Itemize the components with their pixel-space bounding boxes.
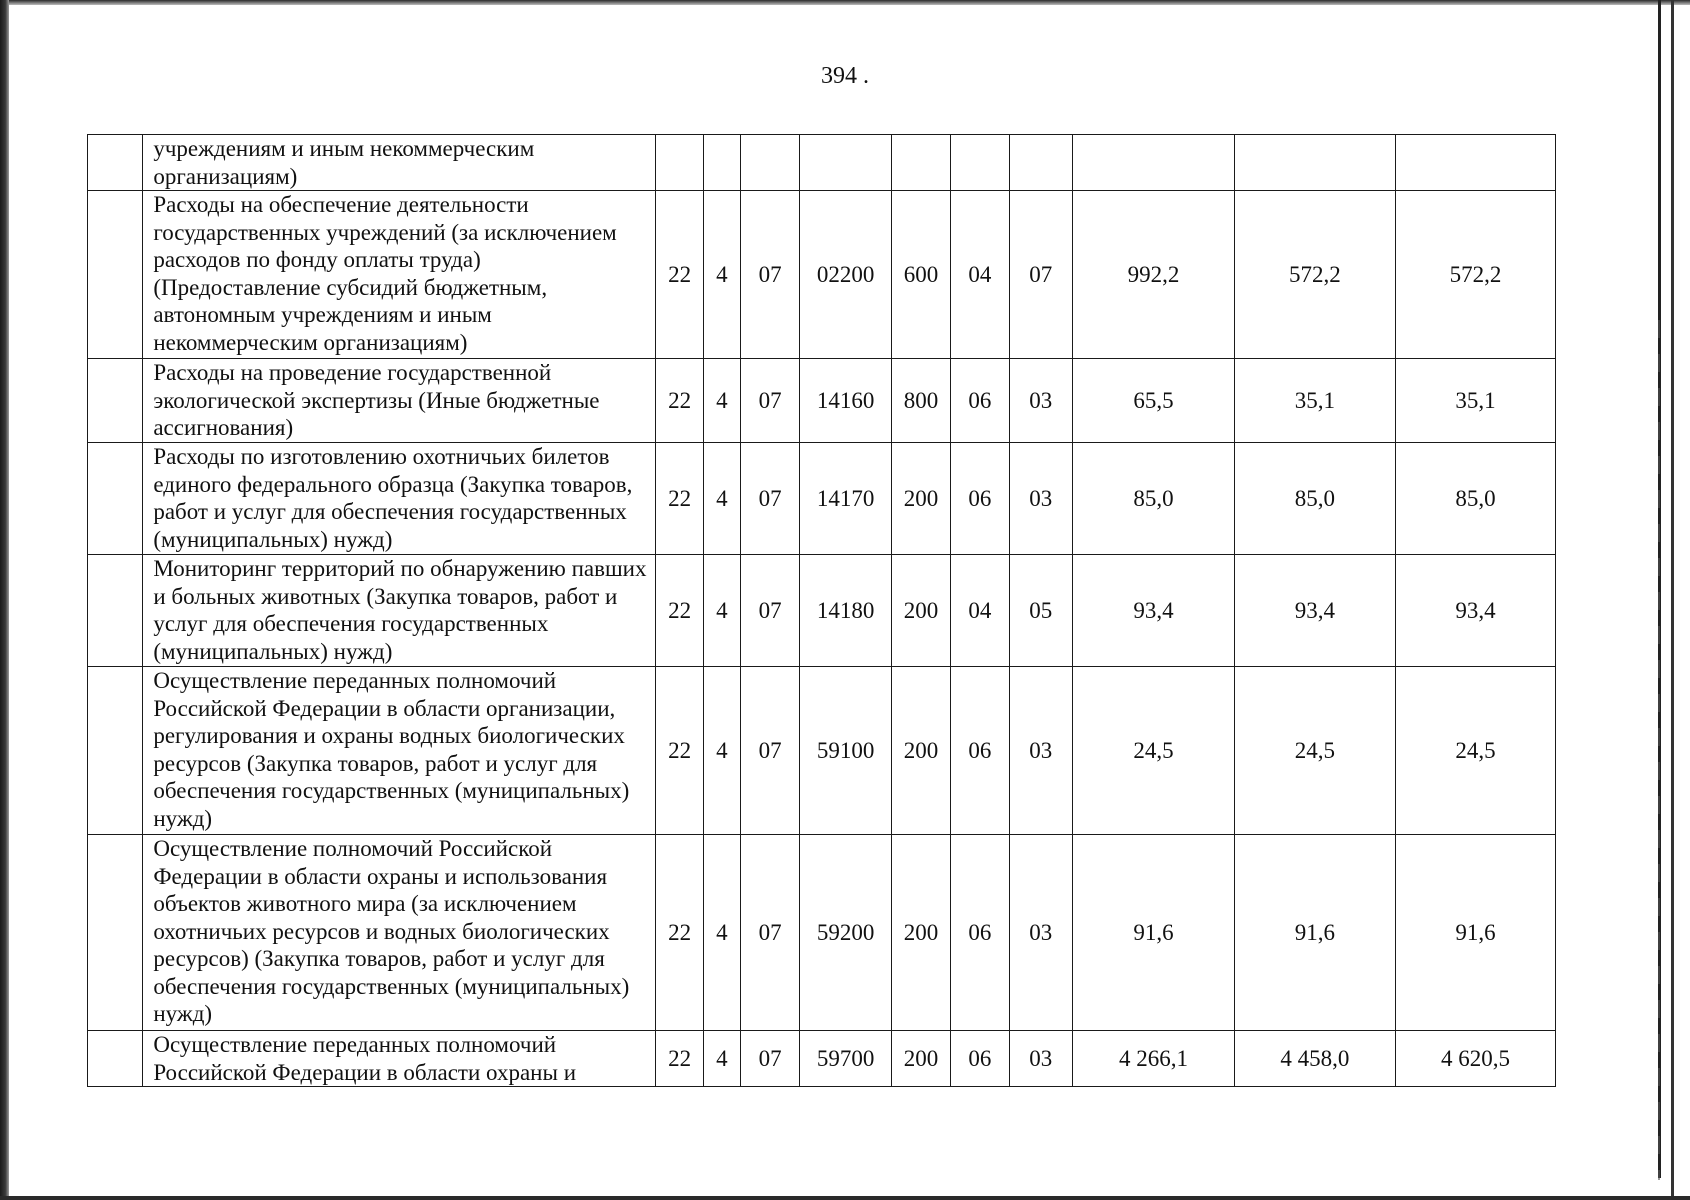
cell-rz: 04 [951, 191, 1009, 359]
cell-pr [1009, 135, 1072, 191]
cell-csr [800, 135, 892, 191]
table-row [88, 443, 1556, 555]
cell-sum3: 91,6 [1395, 835, 1555, 1031]
cell-rz: 06 [951, 443, 1009, 555]
cell-rz: 06 [951, 359, 1009, 443]
budget-table-body [88, 135, 1556, 1087]
scan-right-edge-outer [1671, 0, 1674, 1200]
cell-razdel: 4 [703, 443, 740, 555]
cell-sum2: 91,6 [1234, 835, 1395, 1031]
row-marker-cell [88, 835, 143, 1031]
table-row [88, 359, 1556, 443]
cell-rz: 04 [951, 555, 1009, 667]
cell-sum3: 24,5 [1395, 667, 1555, 835]
row-marker-cell [88, 135, 143, 191]
scan-left-edge [0, 0, 9, 1200]
cell-glava: 07 [740, 191, 799, 359]
cell-vr: 200 [891, 1031, 950, 1087]
cell-sum1: 93,4 [1072, 555, 1234, 667]
cell-ved: 22 [656, 443, 703, 555]
cell-vr: 200 [891, 555, 950, 667]
cell-vr: 800 [891, 359, 950, 443]
cell-csr: 02200 [800, 191, 892, 359]
cell-vr [891, 135, 950, 191]
cell-glava: 07 [740, 443, 799, 555]
cell-vr: 200 [891, 667, 950, 835]
cell-csr: 14160 [800, 359, 892, 443]
cell-csr: 59700 [800, 1031, 892, 1087]
cell-ved: 22 [656, 555, 703, 667]
cell-sum1: 65,5 [1072, 359, 1234, 443]
cell-rz: 06 [951, 667, 1009, 835]
cell-sum3: 4 620,5 [1395, 1031, 1555, 1087]
table-row [88, 1031, 1556, 1087]
cell-sum1: 4 266,1 [1072, 1031, 1234, 1087]
scan-top-edge [0, 0, 1690, 5]
row-marker-cell [88, 555, 143, 667]
cell-csr: 59200 [800, 835, 892, 1031]
expense-name-cell: Осуществление переданных полномочий Российской Федерации в области организации, регулирования и охраны водных биологических ресурсов (Закупка товаров, работ и услуг для обеспечения государственных (муниципальных) нужд) [143, 667, 656, 835]
row-marker-cell [88, 1031, 143, 1087]
cell-glava: 07 [740, 359, 799, 443]
table-row [88, 835, 1556, 1031]
cell-razdel: 4 [703, 359, 740, 443]
cell-pr: 07 [1009, 191, 1072, 359]
cell-sum1: 85,0 [1072, 443, 1234, 555]
expense-name-cell: Мониторинг территорий по обнаружению павших и больных животных (Закупка товаров, работ и услуг для обеспечения государственных (муниципальных) нужд) [143, 555, 656, 667]
budget-table [87, 134, 1556, 1087]
cell-razdel: 4 [703, 555, 740, 667]
row-marker-cell [88, 667, 143, 835]
table-row [88, 555, 1556, 667]
cell-razdel [703, 135, 740, 191]
cell-ved: 22 [656, 1031, 703, 1087]
cell-vr: 600 [891, 191, 950, 359]
cell-glava [740, 135, 799, 191]
cell-glava: 07 [740, 667, 799, 835]
cell-rz: 06 [951, 1031, 1009, 1087]
table-row [88, 191, 1556, 359]
cell-pr: 03 [1009, 835, 1072, 1031]
cell-sum2: 4 458,0 [1234, 1031, 1395, 1087]
expense-name-cell: Расходы на проведение государственной экологической экспертизы (Иные бюджетные ассигнования) [143, 359, 656, 443]
cell-sum1: 91,6 [1072, 835, 1234, 1031]
cell-ved [656, 135, 703, 191]
cell-rz [951, 135, 1009, 191]
cell-glava: 07 [740, 835, 799, 1031]
cell-sum1: 24,5 [1072, 667, 1234, 835]
cell-pr: 05 [1009, 555, 1072, 667]
cell-sum1: 992,2 [1072, 191, 1234, 359]
cell-pr: 03 [1009, 1031, 1072, 1087]
cell-sum2: 572,2 [1234, 191, 1395, 359]
table-row [88, 667, 1556, 835]
expense-name-cell: Осуществление переданных полномочий Российской Федерации в области охраны и [143, 1031, 656, 1087]
cell-sum3: 85,0 [1395, 443, 1555, 555]
page-number: 394 . [821, 63, 869, 89]
cell-glava: 07 [740, 555, 799, 667]
row-marker-cell [88, 191, 143, 359]
cell-razdel: 4 [703, 191, 740, 359]
cell-sum2: 35,1 [1234, 359, 1395, 443]
cell-ved: 22 [656, 667, 703, 835]
cell-csr: 59100 [800, 667, 892, 835]
expense-name-cell: Расходы по изготовлению охотничьих билетов единого федерального образца (Закупка товаров, работ и услуг для обеспечения государственных (муниципальных) нужд) [143, 443, 656, 555]
cell-sum3: 35,1 [1395, 359, 1555, 443]
row-marker-cell [88, 359, 143, 443]
expense-name-cell: учреждениям и иным некоммерческим организациям) [143, 135, 656, 191]
cell-pr: 03 [1009, 359, 1072, 443]
cell-rz: 06 [951, 835, 1009, 1031]
table-row [88, 135, 1556, 191]
cell-sum3: 572,2 [1395, 191, 1555, 359]
cell-sum3 [1395, 135, 1555, 191]
expense-name-cell: Осуществление полномочий Российской Федерации в области охраны и использования объектов животного мира (за исключением охотничьих ресурсов и водных биологических ресурсов) (Закупка товаров, работ и услуг для обеспечения государственных (муниципальных) нужд) [143, 835, 656, 1031]
cell-ved: 22 [656, 191, 703, 359]
cell-sum3: 93,4 [1395, 555, 1555, 667]
scan-margin-marks [1658, 320, 1660, 1180]
cell-sum2 [1234, 135, 1395, 191]
cell-pr: 03 [1009, 443, 1072, 555]
cell-csr: 14170 [800, 443, 892, 555]
cell-razdel: 4 [703, 835, 740, 1031]
cell-ved: 22 [656, 835, 703, 1031]
cell-sum2: 24,5 [1234, 667, 1395, 835]
cell-razdel: 4 [703, 667, 740, 835]
cell-glava: 07 [740, 1031, 799, 1087]
expense-name-cell: Расходы на обеспечение деятельности государственных учреждений (за исключением расходов по фонду оплаты труда) (Предоставление субсидий бюджетным, автономным учреждениям и иным некоммерческим организациям) [143, 191, 656, 359]
cell-sum2: 93,4 [1234, 555, 1395, 667]
cell-csr: 14180 [800, 555, 892, 667]
cell-vr: 200 [891, 835, 950, 1031]
scan-bottom-edge [0, 1196, 1690, 1200]
cell-razdel: 4 [703, 1031, 740, 1087]
cell-pr: 03 [1009, 667, 1072, 835]
cell-sum1 [1072, 135, 1234, 191]
row-marker-cell [88, 443, 143, 555]
cell-sum2: 85,0 [1234, 443, 1395, 555]
cell-vr: 200 [891, 443, 950, 555]
cell-ved: 22 [656, 359, 703, 443]
